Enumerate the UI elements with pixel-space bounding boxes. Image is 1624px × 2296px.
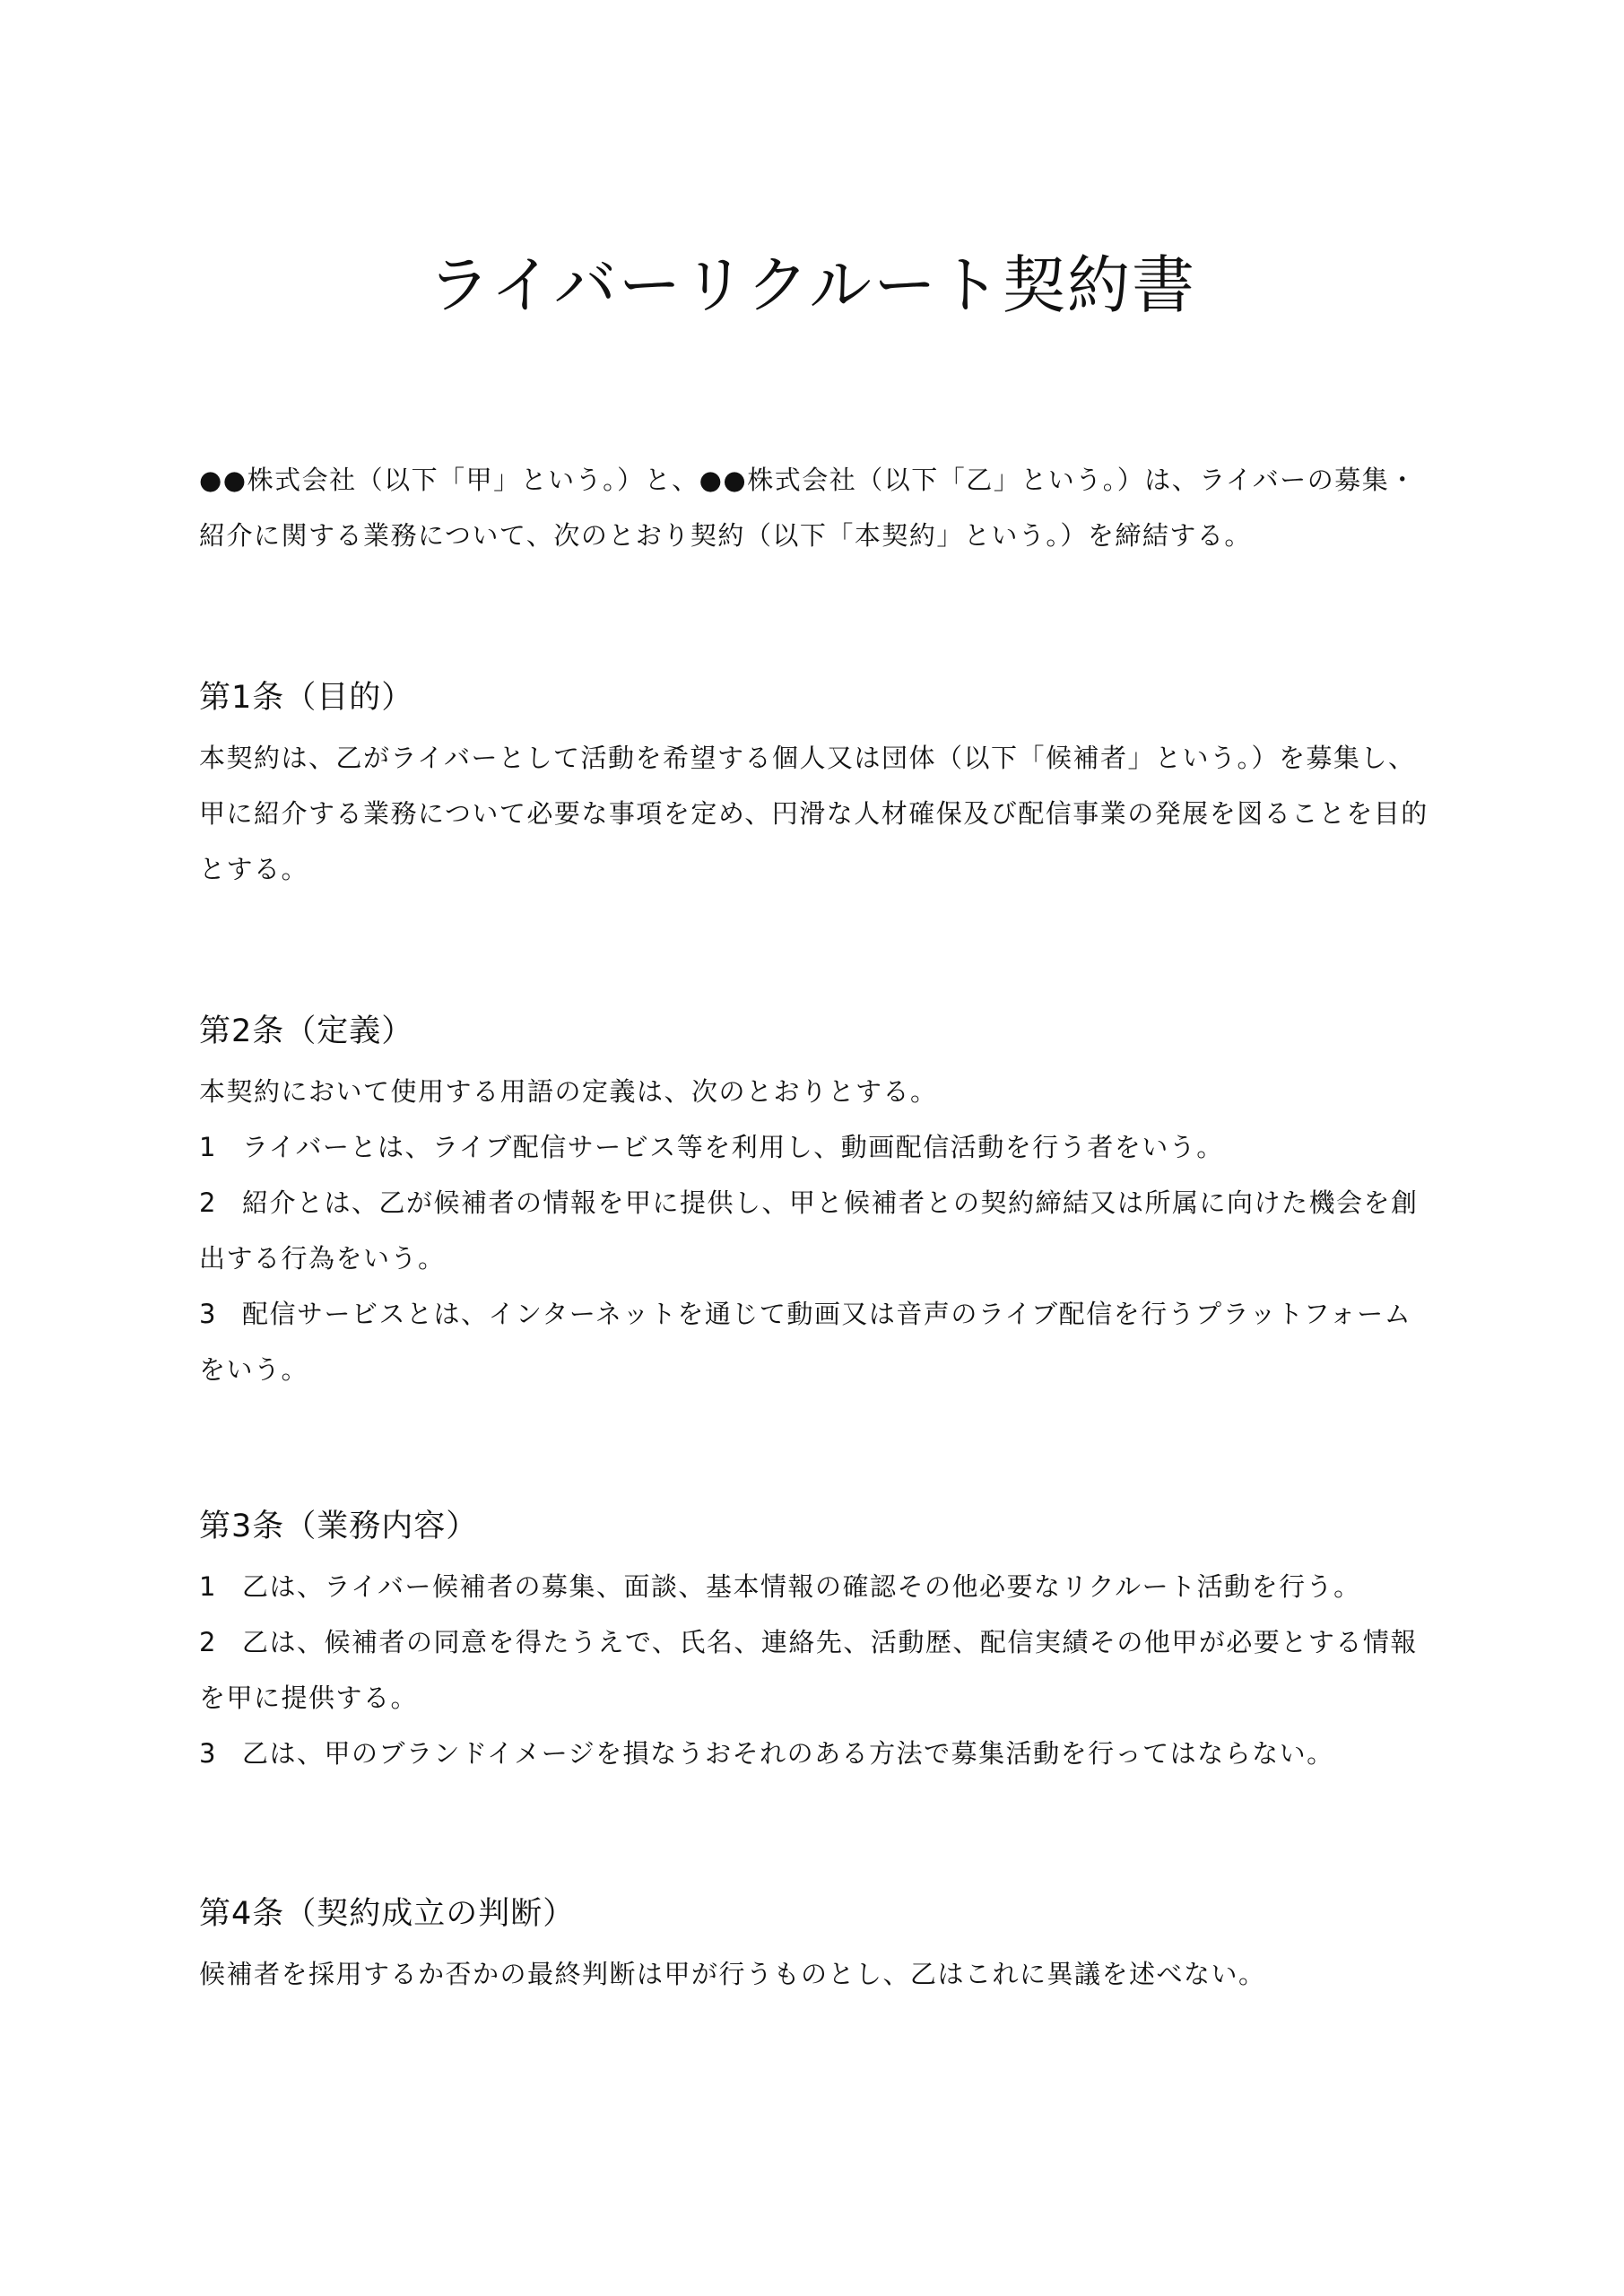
item-number: 1 [199,1571,217,1602]
item-number: 1 [199,1132,217,1162]
article-item [199,1559,1437,1614]
preamble [199,452,1437,563]
article-heading: 第4条（契約成立の判断） [199,1896,576,1932]
article-item [199,1726,1437,1781]
article-3 [199,1500,1437,1781]
item-text: 乙は、ライバー候補者の募集、面談、基本情報の確認その他必要なリクルート活動を行う。 [242,1571,1361,1602]
article-2 [199,1004,1437,1397]
preamble-line: 紹介に関する業務について、次のとおり契約（以下「本契約」という。）を締結する。 [199,520,1252,551]
article-text-line: とする。 [199,854,309,884]
item-text: ライバーとは、ライブ配信サービス等を利用し、動画配信活動を行う者をいう。 [242,1132,1224,1162]
item-text: 乙は、甲のブランドイメージを損なうおそれのある方法で募集活動を行ってはならない。 [242,1738,1334,1769]
article-4 [199,1887,1437,2002]
document-title: ライバーリクルート契約書 [428,248,1196,322]
item-text: 紹介とは、乙が候補者の情報を甲に提供し、甲と候補者との契約締結又は所属に向けた機会を創 [242,1187,1419,1218]
item-number: 3 [199,1738,217,1769]
article-item [199,1119,1437,1175]
article-1 [199,671,1437,897]
item-continuation: をいう。 [199,1354,309,1385]
item-continuation: 出する行為をいう。 [199,1243,446,1274]
preamble-line: ●●株式会社（以下「甲」という。）と、●●株式会社（以下「乙」という。）は、ライバーの募集・ [199,465,1417,495]
article-item [199,1286,1437,1342]
article-heading: 第1条（目的） [199,680,414,716]
article-item [199,1614,1437,1670]
article-item [199,1175,1437,1231]
article-text-line: 甲に紹介する業務について必要な事項を定め、円滑な人材確保及び配信事業の発展を図ることを目的 [199,798,1429,829]
article-text-line: 本契約において使用する用語の定義は、次のとおりとする。 [199,1076,938,1107]
item-text: 配信サービスとは、インターネットを通じて動画又は音声のライブ配信を行うプラットフォーム [242,1299,1412,1329]
item-number: 2 [199,1187,217,1218]
article-heading: 第3条（業務内容） [199,1509,479,1544]
article-heading: 第2条（定義） [199,1013,414,1049]
item-number: 3 [199,1299,217,1329]
article-text-line: 本契約は、乙がライバーとして活動を希望する個人又は団体（以下「候補者」という。）を募集し、 [199,743,1416,773]
article-text-line: 候補者を採用するか否かの最終判断は甲が行うものとし、乙はこれに異議を述べない。 [199,1959,1266,1989]
item-continuation: を甲に提供する。 [199,1683,419,1713]
item-number: 2 [199,1627,217,1657]
item-text: 乙は、候補者の同意を得たうえで、氏名、連絡先、活動歴、配信実績その他甲が必要とする情報 [242,1627,1418,1657]
